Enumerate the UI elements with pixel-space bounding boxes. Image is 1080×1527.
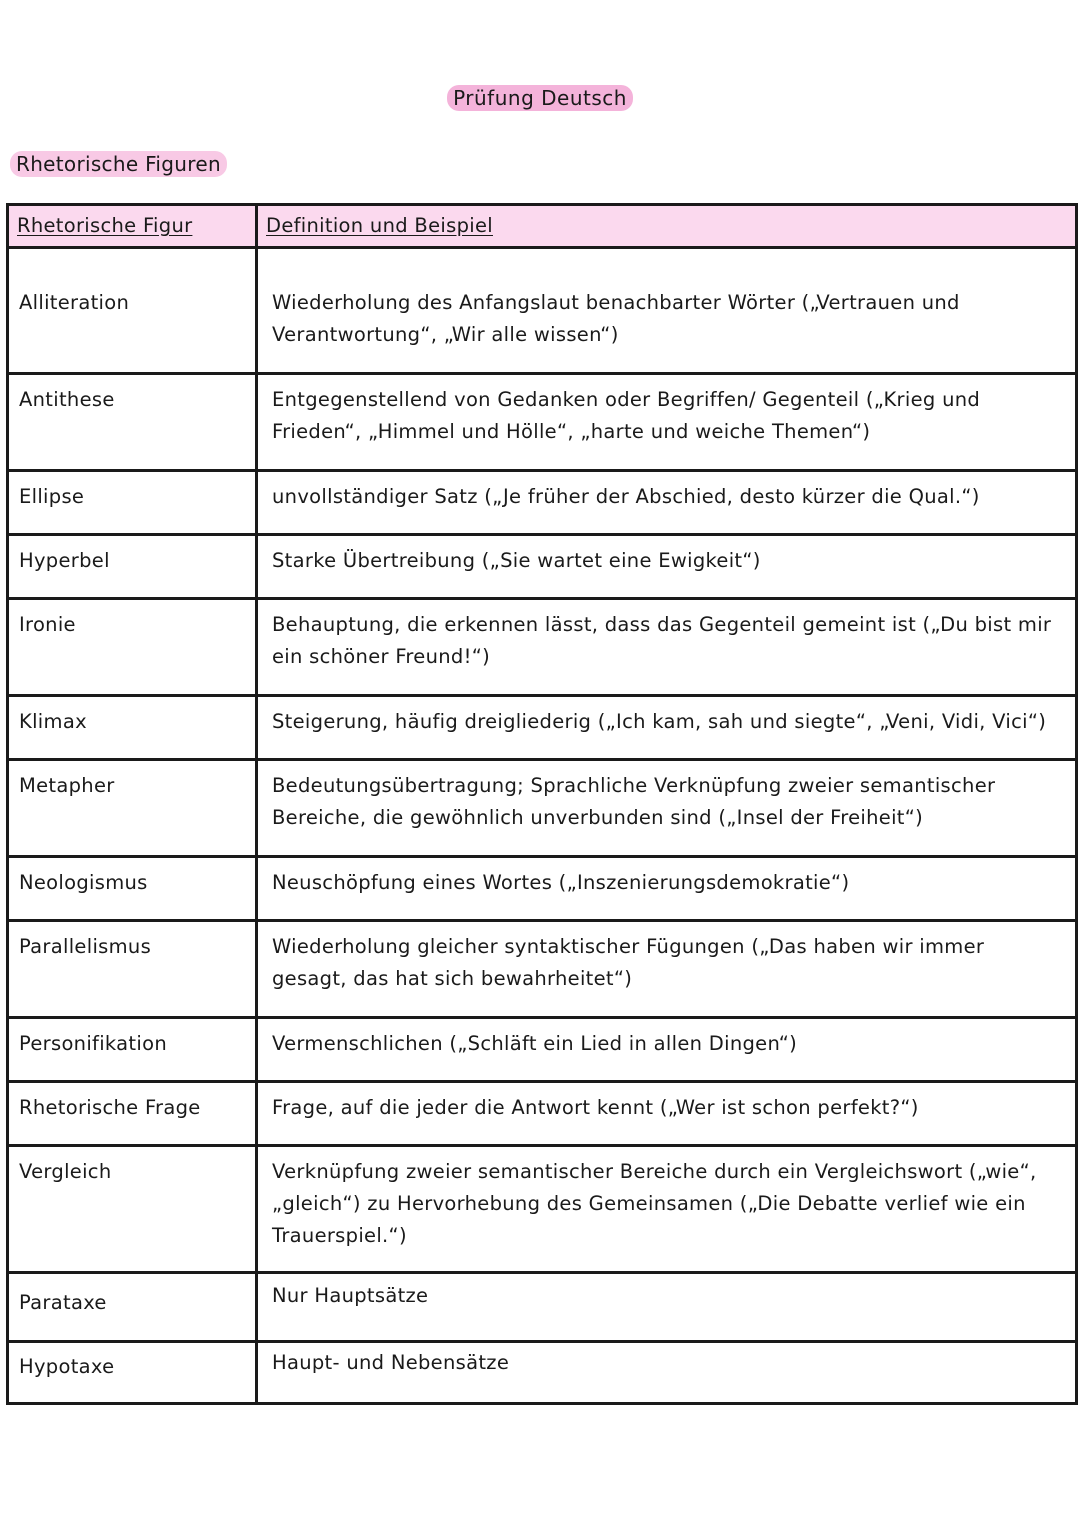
page-title-text: Prüfung Deutsch [447, 85, 633, 111]
term-cell: Alliteration [8, 248, 257, 374]
table-row [8, 696, 1077, 760]
table-row [8, 1146, 1077, 1273]
definition-cell: Entgegenstellend von Gedanken oder Begriffen/ Gegenteil („Krieg und Frieden“, „Himmel und Hölle“, „harte und weiche Themen“) [257, 374, 1077, 471]
term-cell: Ironie [8, 599, 257, 696]
page-title [0, 86, 1080, 110]
term-cell: Klimax [8, 696, 257, 760]
definition-cell: Steigerung, häufig dreigliederig („Ich kam, sah und siegte“, „Veni, Vidi, Vici“) [257, 696, 1077, 760]
table-row [8, 471, 1077, 535]
term-cell: Neologismus [8, 857, 257, 921]
term-cell: Parataxe [8, 1273, 257, 1342]
term-cell: Hypotaxe [8, 1342, 257, 1404]
definition-cell: Frage, auf die jeder die Antwort kennt („Wer ist schon perfekt?“) [257, 1082, 1077, 1146]
term-cell: Vergleich [8, 1146, 257, 1273]
section-heading [10, 152, 227, 176]
table-row [8, 599, 1077, 696]
definition-cell: Nur Hauptsätze [257, 1273, 1077, 1342]
definition-cell: Neuschöpfung eines Wortes („Inszenierungsdemokratie“) [257, 857, 1077, 921]
table-header-row [8, 205, 1077, 248]
definition-cell: Behauptung, die erkennen lässt, dass das Gegenteil gemeint ist („Du bist mir ein schöner Freund!“) [257, 599, 1077, 696]
table-row [8, 374, 1077, 471]
term-cell: Hyperbel [8, 535, 257, 599]
term-cell: Ellipse [8, 471, 257, 535]
term-cell: Metapher [8, 760, 257, 857]
column-header-figure: Rhetorische Figur [8, 205, 257, 248]
table-row [8, 1342, 1077, 1404]
table-row [8, 760, 1077, 857]
table-row [8, 1082, 1077, 1146]
term-cell: Parallelismus [8, 921, 257, 1018]
term-cell: Personifikation [8, 1018, 257, 1082]
rhetoric-table [6, 203, 1078, 1405]
definition-cell: Wiederholung des Anfangslaut benachbarter Wörter („Vertrauen und Verantwortung“, „Wir alle wissen“) [257, 248, 1077, 374]
definition-cell: Bedeutungsübertragung; Sprachliche Verknüpfung zweier semantischer Bereiche, die gewöhnlich unverbunden sind („Insel der Freiheit“) [257, 760, 1077, 857]
term-cell: Rhetorische Frage [8, 1082, 257, 1146]
definition-cell: Vermenschlichen („Schläft ein Lied in allen Dingen“) [257, 1018, 1077, 1082]
table-row [8, 1018, 1077, 1082]
term-cell: Antithese [8, 374, 257, 471]
definition-cell: unvollständiger Satz („Je früher der Abschied, desto kürzer die Qual.“) [257, 471, 1077, 535]
definition-cell: Wiederholung gleicher syntaktischer Fügungen („Das haben wir immer gesagt, das hat sich bewahrheitet“) [257, 921, 1077, 1018]
section-heading-text: Rhetorische Figuren [10, 151, 227, 177]
table-row [8, 857, 1077, 921]
table-row [8, 248, 1077, 374]
table-row [8, 535, 1077, 599]
definition-cell: Verknüpfung zweier semantischer Bereiche durch ein Vergleichswort („wie“, „gleich“) zu Hervorhebung des Gemeinsamen („Die Debatte verlief wie ein Trauerspiel.“) [257, 1146, 1077, 1273]
table-row [8, 1273, 1077, 1342]
definition-cell: Haupt- und Nebensätze [257, 1342, 1077, 1404]
table-row [8, 921, 1077, 1018]
definition-cell: Starke Übertreibung („Sie wartet eine Ewigkeit“) [257, 535, 1077, 599]
column-header-definition: Definition und Beispiel [257, 205, 1077, 248]
